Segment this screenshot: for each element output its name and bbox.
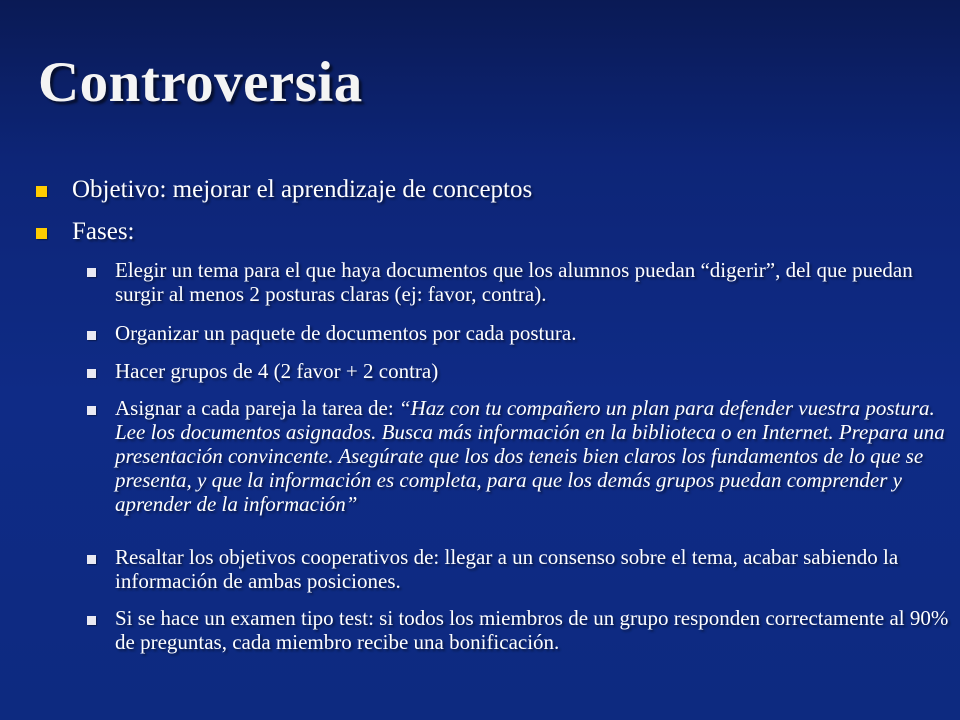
- bullet-square-icon: [36, 228, 47, 239]
- assign-task-quote: “Haz con tu compañero un plan para defender vuestra postura. Lee los documentos asignados. Busca más información en la biblioteca o en Internet. Prepara una presentación convincente. Asegúrate que los dos teneis bien claros los fundamentos de lo que se presenta, y que la información es completa, para que los demás grupos puedan comprender y aprender de la información”: [115, 396, 945, 516]
- sub-bullet-make-groups: Hacer grupos de 4 (2 favor + 2 contra): [115, 359, 439, 383]
- sub-bullet-square-icon: [87, 369, 96, 378]
- sub-bullet-organize-documents: Organizar un paquete de documentos por cada postura.: [115, 321, 577, 345]
- sub-bullet-assign-task: [115, 396, 955, 516]
- sub-bullet-choose-topic: Elegir un tema para el que haya documentos que los alumnos puedan “digerir”, del que puedan surgir al menos 2 posturas claras (ej: favor, contra).: [115, 258, 913, 306]
- bullet-objective: Objetivo: mejorar el aprendizaje de conceptos: [72, 176, 533, 203]
- sub-bullet-cooperative-goals: Resaltar los objetivos cooperativos de: llegar a un consenso sobre el tema, acabar sabiendo la información de ambas posiciones.: [115, 545, 899, 593]
- sub-bullet-square-icon: [87, 268, 96, 277]
- sub-bullet-square-icon: [87, 616, 96, 625]
- bullet-phases: Fases:: [72, 218, 135, 245]
- bullet-square-icon: [36, 186, 47, 197]
- sub-bullet-square-icon: [87, 406, 96, 415]
- sub-bullet-square-icon: [87, 331, 96, 340]
- slide-title: Controversia: [38, 51, 363, 114]
- sub-bullet-square-icon: [87, 555, 96, 564]
- sub-bullet-test-bonus: Si se hace un examen tipo test: si todos los miembros de un grupo responden correctamente al 90% de preguntas, cada miembro recibe una bonificación.: [115, 606, 949, 654]
- assign-task-prefix: Asignar a cada pareja la tarea de:: [115, 396, 399, 420]
